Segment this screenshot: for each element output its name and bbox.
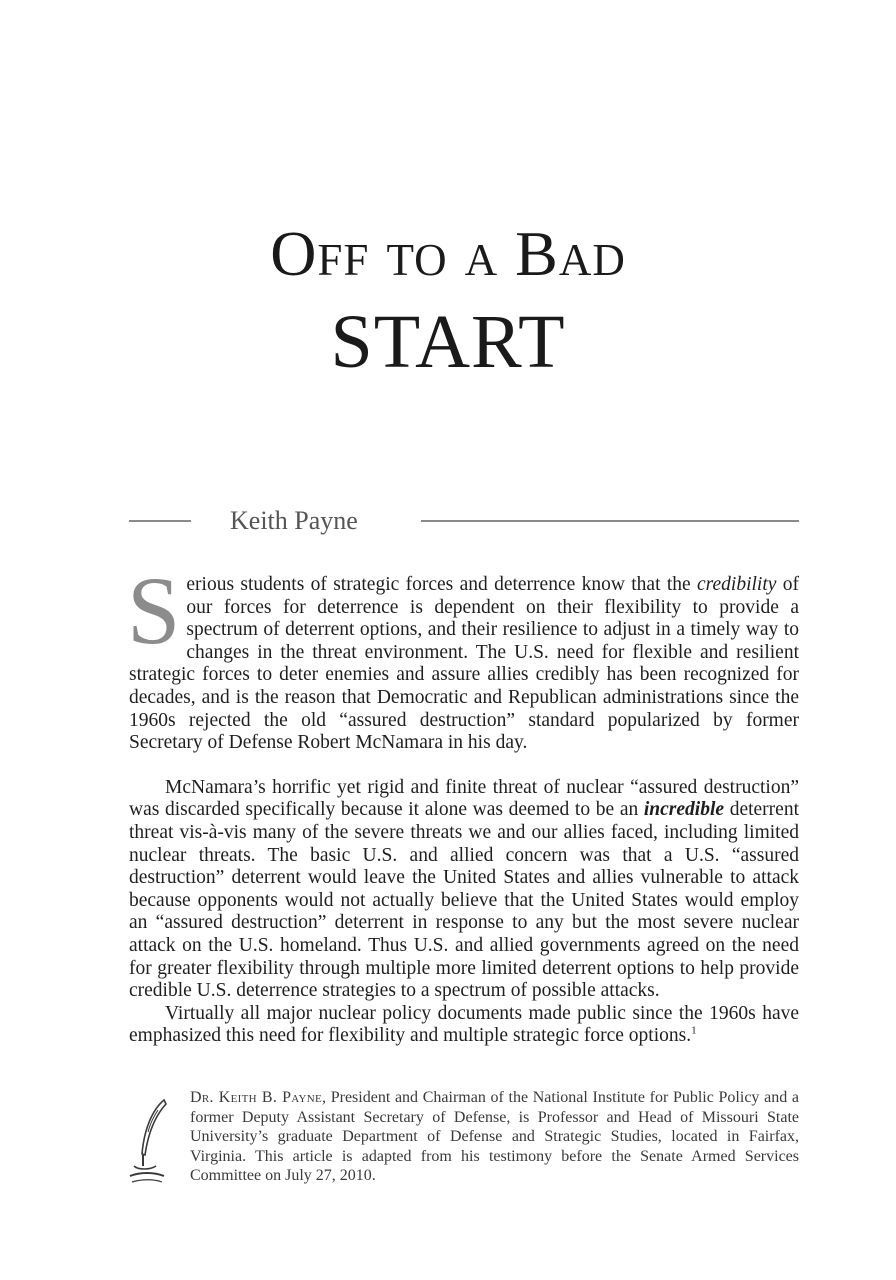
drop-cap: S	[127, 557, 181, 664]
emphasis-incredible: incredible	[643, 799, 725, 821]
quill-pen-icon	[128, 1096, 170, 1186]
paragraph-2	[129, 777, 799, 1003]
footnote-marker[interactable]: 1	[691, 1024, 697, 1037]
article-title-line-1: Off to a Bad	[270, 218, 626, 289]
paragraph-2-text-a: McNamara’s horrific yet rigid and finite threat of nuclear “assured destruction” was discarded specifically because it alone was deemed to be an	[129, 776, 799, 821]
byline-rule-right	[421, 520, 799, 522]
author-bio-text: , President and Chairman of the National Institute for Public Policy and a former Deputy Assistant Secretary of Defense, is Professor and Head of Missouri State University’s graduate Department of Defense and Strategic Studies, located in Fairfax, Virginia. This article is adapted from his testimony before the Senate Armed Services Committee on July 27, 2010.	[190, 1089, 799, 1184]
author-bio	[190, 1088, 799, 1186]
paragraph-1	[127, 557, 800, 755]
byline-rule-left	[129, 520, 191, 522]
paragraph-2-text-b: deterrent threat vis-à-vis many of the severe threats we and our allies faced, including limited nuclear threats. The basic U.S. and allied concern was that a U.S. “assured destruction” deterrent would leave the United States and allies vulnerable to attack because opponents would not actually believe that the United States would employ an “assured destruction” deterrent in response to any but the most severe nuclear attack on the U.S. homeland. Thus U.S. and allied governments agreed on the need for greater flexibility through multiple more limited deterrent options to help provide credible U.S. deterrence strategies to a spectrum of possible attacks.	[129, 799, 799, 1002]
paragraph-3	[129, 1003, 799, 1048]
paragraph-3-text: Virtually all major nuclear policy documents made public since the 1960s have emphasized this need for flexibility and multiple strategic force options.	[129, 1002, 799, 1047]
article-body	[127, 557, 800, 1048]
italic-credibility: credibility	[697, 574, 777, 595]
article-title-line-2: START	[330, 300, 566, 384]
author-bio-name: Dr. Keith B. Payne	[190, 1089, 323, 1106]
byline-author: Keith Payne	[230, 506, 358, 535]
paragraph-1-text-a: erious students of strategic forces and deterrence know that the	[186, 574, 697, 595]
paragraph-1-text-b: of our forces for deterrence is dependent on their flexibility to provide a spectrum of deterrent options, and their resilience to adjust in a timely way to changes in the threat environment. The U.S. need for flexible and resilient strategic forces to deter enemies and assure allies credibly has been recognized for decades, and is the reason that Democratic and Republican administrations since the 1960s rejected the old “assured destruction” standard popularized by former Secretary of Defense Robert McNamara in his day.	[129, 574, 800, 754]
